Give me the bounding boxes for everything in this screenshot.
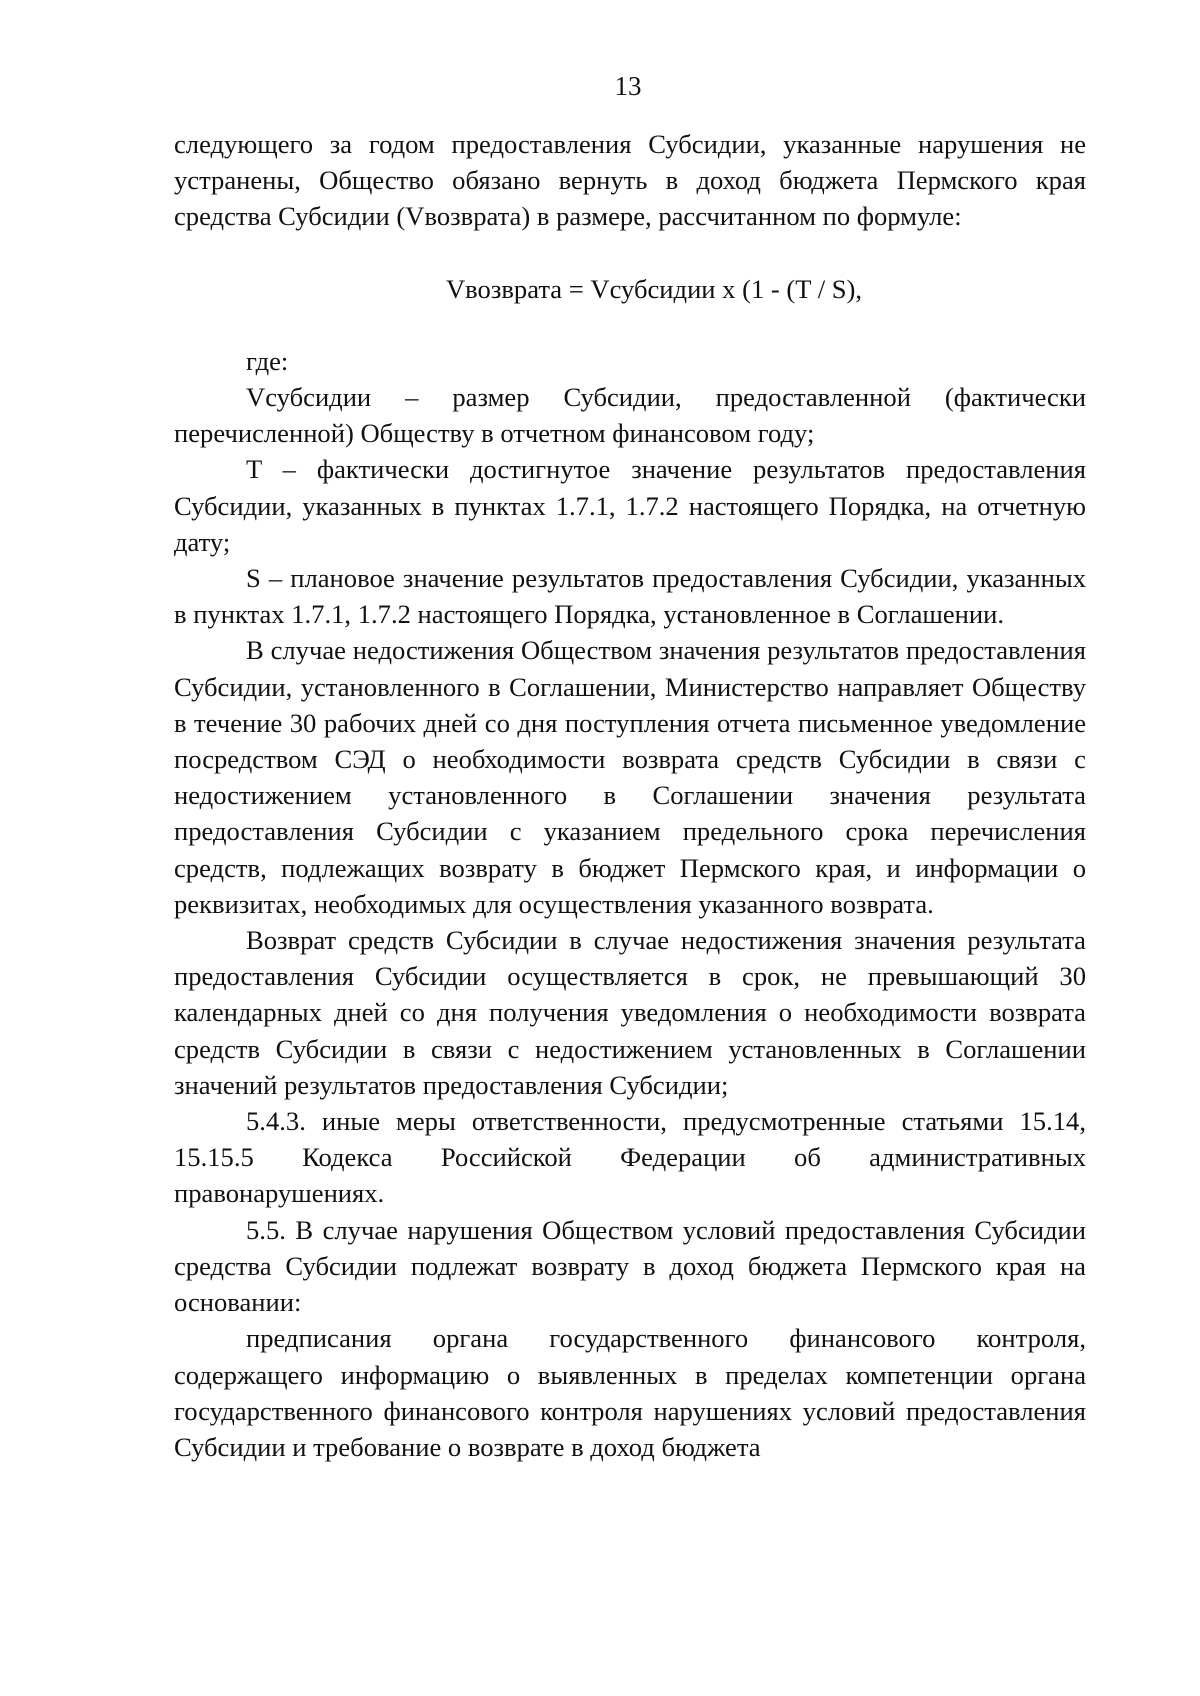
where-label: где:	[246, 345, 289, 376]
page-number: 13	[614, 71, 642, 101]
definition-s: S – плановое значение результатов предоставления Субсидии, указанных в пунктах 1.7.1, 1.7.2 настоящего Порядка, установленное в Соглашении.	[174, 563, 1086, 630]
paragraph-control-order: предписания органа государственного финансового контроля, содержащего информацию о выявленных в пределах компетенции органа государственного финансового контроля нарушениях условий предоставления Субсидии и требование о возврате в доход бюджета	[174, 1323, 1086, 1462]
paragraph-return-term: Возврат средств Субсидии в случае недостижения значения результата предоставления Субсидии осуществляется в срок, не превышающий 30 календарных дней со дня получения уведомления о необходимости возврата средств Субсидии в связи с недостижением установленных в Соглашении значений результатов предоставления Субсидии;	[174, 925, 1086, 1100]
return-formula: Vвозврата = Vсубсидии х (1 - (T / S),	[445, 273, 863, 304]
clause-5-4-3: 5.4.3. иные меры ответственности, предусмотренные статьями 15.14, 15.15.5 Кодекса Российской Федерации об административных правонарушениях.	[174, 1106, 1086, 1209]
definition-v-subsidy: Vсубсидии – размер Субсидии, предоставленной (фактически перечисленной) Обществу в отчетном финансовом году;	[174, 382, 1086, 449]
paragraph-continuation: следующего за годом предоставления Субсидии, указанные нарушения не устранены, Общество обязано вернуть в доход бюджета Пермского края средства Субсидии (Vвозврата) в размере, рассчитанном по формуле:	[174, 129, 1086, 232]
clause-5-5: 5.5. В случае нарушения Обществом условий предоставления Субсидии средства Субсидии подлежат возврату в доход бюджета Пермского края на основании:	[174, 1214, 1086, 1318]
definition-t: T – фактически достигнутое значение результатов предоставления Субсидии, указанных в пунктах 1.7.1, 1.7.2 настоящего Порядка, на отчетную дату;	[174, 454, 1086, 557]
paragraph-non-achievement-notice: В случае недостижения Обществом значения результатов предоставления Субсидии, установленного в Соглашении, Министерство направляет Обществу в течение 30 рабочих дней со дня поступления отчета письменное уведомление посредством СЭД о необходимости возврата средств Субсидии в связи с недостижением установленного в Соглашении значения результата предоставления Субсидии с указанием предельного срока перечисления средств, подлежащих возврату в бюджет Пермского края, и информации о реквизитах, необходимых для осуществления указанного возврата.	[174, 635, 1086, 919]
document-body	[174, 126, 1086, 1465]
